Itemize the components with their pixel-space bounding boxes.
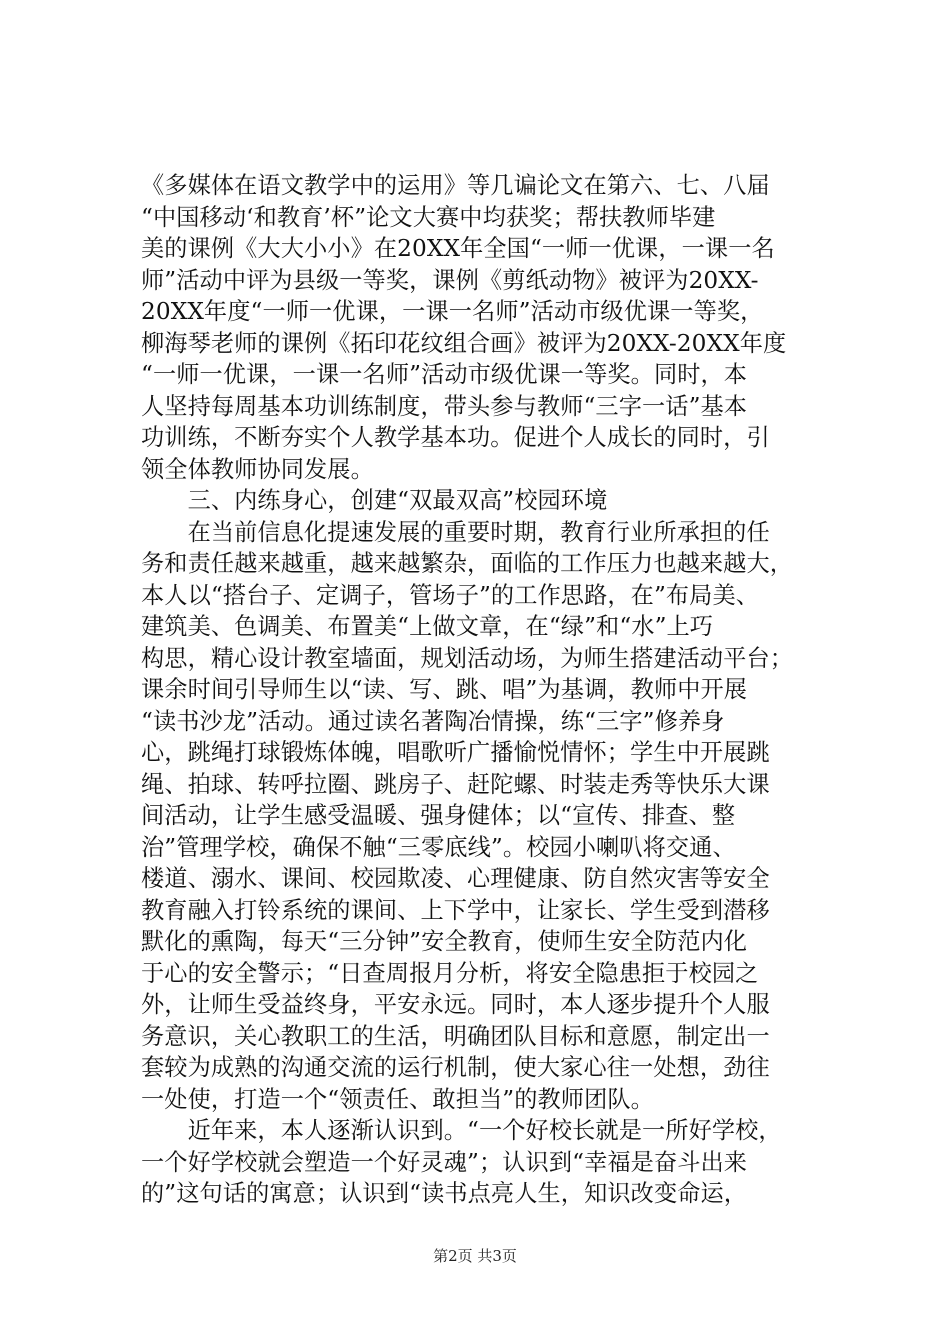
text-line: 领全体教师协同发展。 [141, 455, 374, 483]
text-line: 近年来，本人逐渐认识到。“一个好校长就是一所好学校， [141, 1117, 782, 1144]
text-line: 于心的安全警示；“日查周报月分析，将安全隐患拒于校园之 [141, 959, 759, 987]
text-line: 《多媒体在语文教学中的运用》等几谝论文在第六、七、八届 [141, 172, 770, 199]
text-line: 的”这句话的寓意；认识到“读书点亮人生，知识改变命运， [141, 1180, 748, 1207]
text-line: 外，让师生受益终身，平安永远。同时，本人逐步提升个人服 [141, 991, 770, 1018]
text-line: 师”活动中评为县级一等奖，课例《剪纸动物》被评为20XX- [141, 266, 759, 294]
text-line: 治”管理学校，确保不触“三零底线”。校园小喇叭将交通、 [141, 833, 736, 861]
text-line: “一师一优课，一课一名师”活动市级优课一等奖。同时，本 [141, 361, 748, 388]
text-line: 一处使，打造一个“领责任、敢担当”的教师团队。 [141, 1085, 654, 1113]
body-text [141, 170, 831, 1210]
section-heading: 三、内练身心，创建“双最双高”校园环境 [141, 487, 608, 514]
text-line: 务和责任越来越重，越来越繁杂，面临的工作压力也越来越大， [141, 550, 794, 577]
text-line: 在当前信息化提速发展的重要时期，教育行业所承担的任 [141, 518, 770, 546]
text-line: 美的课例《大大小小》在20XX年全国“一师一优课，一课一名 [141, 235, 775, 262]
text-line: 绳、拍球、转呼拉圈、跳房子、赶陀螺、时装走秀等快乐大课 [141, 770, 770, 798]
text-line: 柳海琴老师的课例《拓印花纹组合画》被评为20XX-20XX年度 [141, 329, 787, 357]
page-number-footer: 第2页 共3页 [433, 1247, 517, 1265]
text-line: 功训练，不断夯实个人教学基本功。促进个人成长的同时，引 [141, 424, 770, 451]
text-line: 课余时间引导师生以“读、写、跳、唱”为基调，教师中开展 [141, 676, 748, 703]
text-line: 务意识，关心教职工的生活，明确团队目标和意愿，制定出一 [141, 1022, 770, 1050]
text-line: 教育融入打铃系统的课间、上下学中，让家长、学生受到潜移 [141, 896, 770, 924]
text-line: “中国移动‘和教育’杯”论文大赛中均获奖；帮扶教师毕建 [141, 203, 716, 231]
text-line: 楼道、溺水、课间、校园欺凌、心理健康、防自然灾害等安全 [141, 865, 770, 892]
text-line: 间活动，让学生感受温暖、强身健体；以“宣传、排查、整 [141, 802, 736, 829]
text-line: 本人以“搭台子、定调子，管场子”的工作思路，在”布局美、 [141, 581, 760, 609]
text-line: 心，跳绳打球锻炼体魄，唱歌听广播愉悦情怀；学生中开展跳 [141, 739, 770, 766]
text-line: 一个好学校就会塑造一个好灵魂”；认识到“幸福是奋斗出来 [141, 1148, 748, 1176]
text-line: 建筑美、色调美、布置美“上做文章，在“绿”和“水”上巧 [141, 613, 714, 640]
text-line: 默化的熏陶，每天“三分钟”安全教育，使师生安全防范内化 [141, 928, 748, 955]
text-line: 人坚持每周基本功训练制度，带头参与教师“三字一话”基本 [141, 392, 748, 420]
text-line: 20XX年度“一师一优课，一课一名师”活动市级优课一等奖， [141, 298, 764, 325]
text-line: 构思，精心设计教室墙面，规划活动场，为师生搭建活动平台； [141, 644, 794, 672]
text-line: 套较为成熟的沟通交流的运行机制，使大家心往一处想，劲往 [141, 1054, 770, 1081]
text-line: “读书沙龙”活动。通过读名著陶冶情操，练“三字”修养身 [141, 707, 725, 735]
